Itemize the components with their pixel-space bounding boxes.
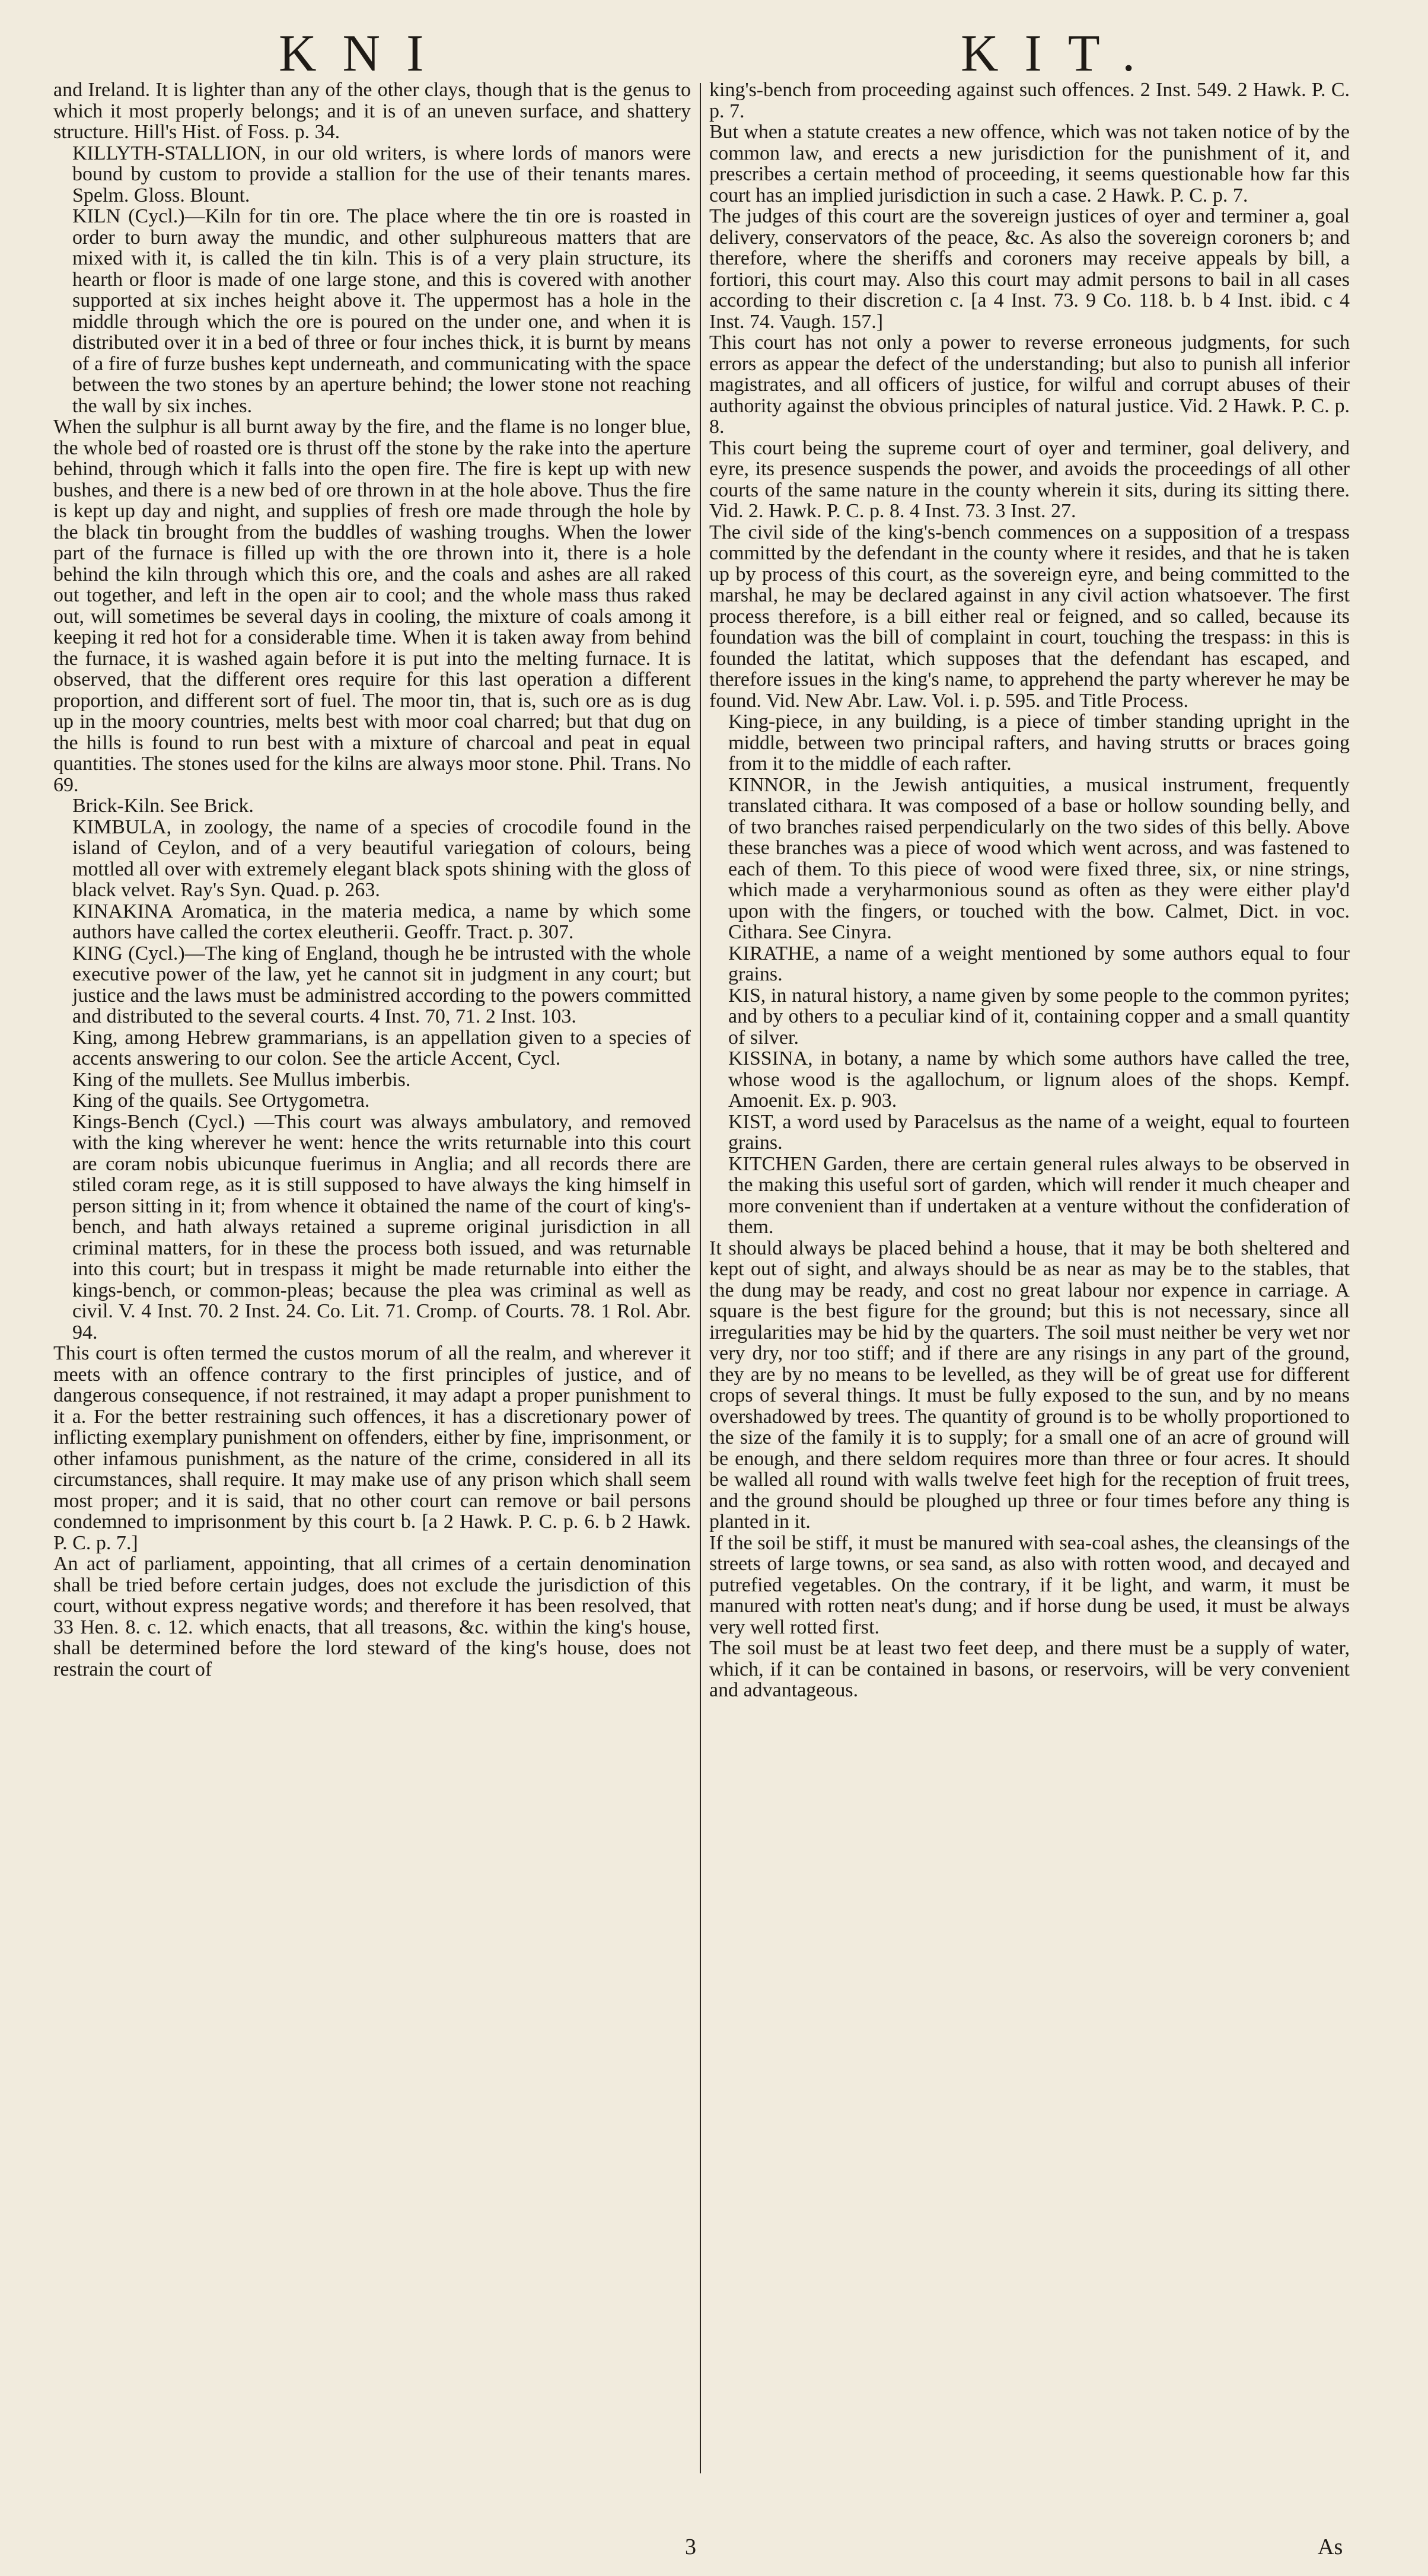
catchword: As	[1318, 2534, 1343, 2559]
entry-king-piece: King-piece, in any building, is a piece of timber standing upright in the middle, between two principal rafters, and having strutts or braces going from it to the middle of each rafter.	[728, 711, 1350, 775]
paragraph: When the sulphur is all burnt away by the fire, and the flame is no longer blue, the whole bed of roasted ore is thrust off the stone by the rake into the aperture behind, through which it falls into the open fire. The fire is kept up with new bushes, and there is a new bed of ore thrown in at the hole above. Thus the fire is kept up day and night, and supplies of fresh ore made through the hole by the black tin brought from the buddles of washing troughs. When the lower part of the furnace is filled up with the ore thrown into it, there is a hole behind the kiln through which this ore, and the coals and ashes are all raked out together, and left in the open air to cool; and the whole mass thus raked out, will sometimes be several days in cooling, the mixture of coals among it keeping it red hot for a considerable time. When it is taken away from behind the furnace, it is washed again before it is put into the melting furnace. It is observed, that the different ores require for this last operation a different proportion, and different sort of fuel. The moor tin, that is, such ore as is dug up in the moory countries, melts best with moor coal charred; but that dug on the hills is found to run best with a mixture of charcoal and peat in equal quantities. The stones used for the kilns are always moor stone. Phil. Trans. No 69.	[53, 416, 691, 796]
entry-kissina: KISSINA, in botany, a name by which some authors have called the tree, whose wood is the agallochum, or lignum aloes of the shops. Kempf. Amoenit. Ex. p. 903.	[728, 1047, 1350, 1112]
entry-kist: KIST, a word used by Paracelsus as the name of a weight, equal to fourteen grains.	[728, 1110, 1350, 1154]
paragraph: king's-bench from proceeding against such offences. 2 Inst. 549. 2 Hawk. P. C. p. 7.	[709, 79, 1350, 122]
entry-kings-bench: Kings-Bench (Cycl.) —This court was always ambulatory, and removed with the king wherever he went: hence the writs returnable into this court are coram nobis ubicunque fuerimus in Anglia; and all records there are stiled coram rege, as it is still supposed to have always the king himself in person sitting in it; from whence it obtained the name of the court of king's-bench, and hath always retained a supreme original jurisdiction in all criminal matters, for in these the process both issued, and was returnable into this court; but in trespass it might be made returnable into either the kings-bench, or common-pleas; because the plea was criminal as well as civil. V. 4 Inst. 70. 2 Inst. 24. Co. Lit. 71. Cromp. of Courts. 78. 1 Rol. Abr. 94.	[72, 1110, 691, 1343]
entry-kis: KIS, in natural history, a name given by some people to the common pyrites; and by others to a peculiar kind of it, containing copper and a small quantity of silver.	[728, 984, 1350, 1049]
entry-king-quails: King of the quails. See Ortygometra.	[72, 1090, 370, 1112]
left-column	[53, 79, 691, 2482]
entry-king: KING (Cycl.)—The king of England, though he be intrusted with the whole executive power of the law, yet he cannot sit in judgment in any court; but justice and the laws must be administred according to the powers committed and distributed to the several courts. 4 Inst. 70, 71. 2 Inst. 103.	[72, 942, 691, 1027]
paragraph: This court has not only a power to reverse erroneous judgments, for such errors as appear the defect of the understanding; but also to punish all inferior magistrates, and all officers of justice, for wilful and corrupt abuses of their authority against the obvious principles of natural justice. Vid. 2 Hawk. P. C. p. 8.	[709, 332, 1350, 438]
page-number: 3	[685, 2534, 696, 2559]
entry-brick-kiln: Brick-Kiln. See Brick.	[72, 795, 254, 817]
paragraph: But when a statute creates a new offence, which was not taken notice of by the common law, and erects a new jurisdiction for the punishment of it, and prescribes a certain method of proceeding, it seems questionable how far this court has an implied jurisdiction in such a case. 2 Hawk. P. C. p. 7.	[709, 121, 1350, 206]
entry-king-mullets: King of the mullets. See Mullus imberbis.	[72, 1068, 411, 1091]
paragraph: If the soil be stiff, it must be manured with sea-coal ashes, the cleansings of the streets of large towns, or sea sand, as also with rotten wood, and decayed and putrefied vegetables. On the contrary, if it be light, and warm, it must be manured with rotten neat's dung; and if horse dung be used, it must be always very well rotted first.	[709, 1531, 1350, 1638]
entry-kirathe: KIRATHE, a name of a weight mentioned by some authors equal to four grains.	[728, 942, 1350, 985]
entry-kitchen-garden: KITCHEN Garden, there are certain general rules always to be observed in the making this useful sort of garden, which will render it much cheaper and more convenient than if undertaken at a venture without the confideration of them.	[728, 1152, 1350, 1238]
entry-kinakina: KINAKINA Aromatica, in the materia medica, a name by which some authors have called the cortex eleutherii. Geoffr. Tract. p. 307.	[72, 900, 691, 943]
entry-king-grammar: King, among Hebrew grammarians, is an appellation given to a species of accents answering to our colon. See the article Accent, Cycl.	[72, 1026, 691, 1069]
running-head-right: KIT.	[961, 25, 1162, 82]
right-column	[709, 79, 1350, 2482]
paragraph: The soil must be at least two feet deep, and there must be a supply of water, which, if it can be contained in basons, or reservoirs, will be very convenient and advantageous.	[709, 1637, 1350, 1701]
entry-kiln: KILN (Cycl.)—Kiln for tin ore. The place where the tin ore is roasted in order to burn away the mundic, and other sulphureous matters that are mixed with it, is called the tin kiln. This is of a very plain structure, its hearth or floor is made of one large stone, and this is covered with another supported at six inches height above it. The uppermost has a hole in the middle through which the ore is poured on the under one, and when it is distributed over it in a bed of three or four inches thick, it is burnt by means of a fire of furze bushes kept underneath, and communicating with the space between the two stones by an aperture behind; the lower stone not reaching the wall by six inches.	[72, 205, 691, 417]
entry-kimbula: KIMBULA, in zoology, the name of a species of crocodile found in the island of Ceylon, and of a very beautiful variegation of colours, being mottled all over with extremely elegant black spots shining with the gloss of black velvet. Ray's Syn. Quad. p. 263.	[72, 816, 691, 901]
column-divider	[700, 83, 701, 2473]
paragraph: This court is often termed the custos morum of all the realm, and wherever it meets with an offence contrary to the first principles of justice, and of dangerous consequence, if not restrained, it may adapt a proper punishment to it a. For the better restraining such offences, it has a discretionary power of inflicting exemplary punishment on offenders, either by fine, imprisonment, or other infamous punishment, as the nature of the crime, considered in all its circumstances, shall require. It may make use of any prison which shall seem most proper; and it is said, that no other court can remove or bail persons condemned to imprisonment by this court b. [a 2 Hawk. P. C. p. 6. b 2 Hawk. P. C. p. 7.]	[53, 1342, 691, 1554]
paragraph: The judges of this court are the sovereign justices of oyer and terminer a, goal delivery, conservators of the peace, &c. As also the sovereign coroners b; and therefore, where the sheriffs and coroners may receive appeals by bill, a fortiori, this court may. Also this court may admit persons to bail in all cases according to their discretion c. [a 4 Inst. 73. 9 Co. 118. b. b 4 Inst. ibid. c 4 Inst. 74. Vaugh. 157.]	[709, 205, 1350, 333]
paragraph: It should always be placed behind a house, that it may be both sheltered and kept out of sight, and always should be as near as may be to the stables, that the dung may be ready, and cost no great labour nor expence in carriage. A square is the best figure for the ground; but this is not necessary, since all irregularities may be hid by the quarters. The soil must neither be very wet nor very dry, nor too stiff; and if there are any risings in any part of the ground, they are by no means to be levelled, as they will be of great use for different crops of several things. It must be fully exposed to the sun, and by no means overshadowed by trees. The quantity of ground is to be wholly proportioned to the size of the family it is to supply; for a small one of an acre of ground will be enough, and there seldom requires more than three or four acres. It should be walled all round with walls twelve feet high for the reception of fruit trees, and the ground should be ploughed up three or four times before any thing is planted in it.	[709, 1237, 1350, 1533]
entry-killyth-stallion: KILLYTH-STALLION, in our old writers, is where lords of manors were bound by custom to provide a stallion for the use of their tenants mares. Spelm. Gloss. Blount.	[72, 142, 691, 206]
paragraph: and Ireland. It is lighter than any of the other clays, though that is the genus to which it most properly belongs; and it is of an uneven surface, and shattery structure. Hill's Hist. of Foss. p. 34.	[53, 79, 691, 143]
paragraph: The civil side of the king's-bench commences on a supposition of a trespass committed by the defendant in the county where it resides, and that he is taken up by process of this court, as the sovereign eyre, and being committed to the marshal, he may be declared against in any civil action whatsoever. The first process therefore, is a bill either real or feigned, and so called, because its foundation was the bill of complaint in court, touching the trespass: in this is founded the latitat, which supposes that the defendant has escaped, and therefore issues in the king's name, to apprehend the party wherever he may be found. Vid. New Abr. Law. Vol. i. p. 595. and Title Process.	[709, 521, 1350, 712]
paragraph: An act of parliament, appointing, that all crimes of a certain denomination shall be tried before certain judges, does not exclude the jurisdiction of this court, without express negative words; and therefore it has been resolved, that 33 Hen. 8. c. 12. which enacts, that all treasons, &c. within the king's house, shall be determined before the lord steward of the king's house, does not restrain the court of	[53, 1553, 691, 1680]
entry-kinnor: KINNOR, in the Jewish antiquities, a musical instrument, frequently translated cithara. It was composed of a base or hollow sounding belly, and of two branches raised perpendicularly on the two sides of this belly. Above these branches was a piece of wood which went across, and was fastened to each of them. To this piece of wood were fixed three, six, or nine strings, which made a veryharmonious sound as often as they were either play'd upon with the fingers, or touched with the bow. Calmet, Dict. in voc. Cithara. See Cinyra.	[728, 773, 1350, 943]
running-head-left: KNI	[279, 25, 450, 82]
paragraph: This court being the supreme court of oyer and terminer, goal delivery, and eyre, its presence suspends the power, and avoids the proceedings of all other courts of the same nature in the county wherein it sits, during its sitting there. Vid. 2. Hawk. P. C. p. 8. 4 Inst. 73. 3 Inst. 27.	[709, 437, 1350, 522]
